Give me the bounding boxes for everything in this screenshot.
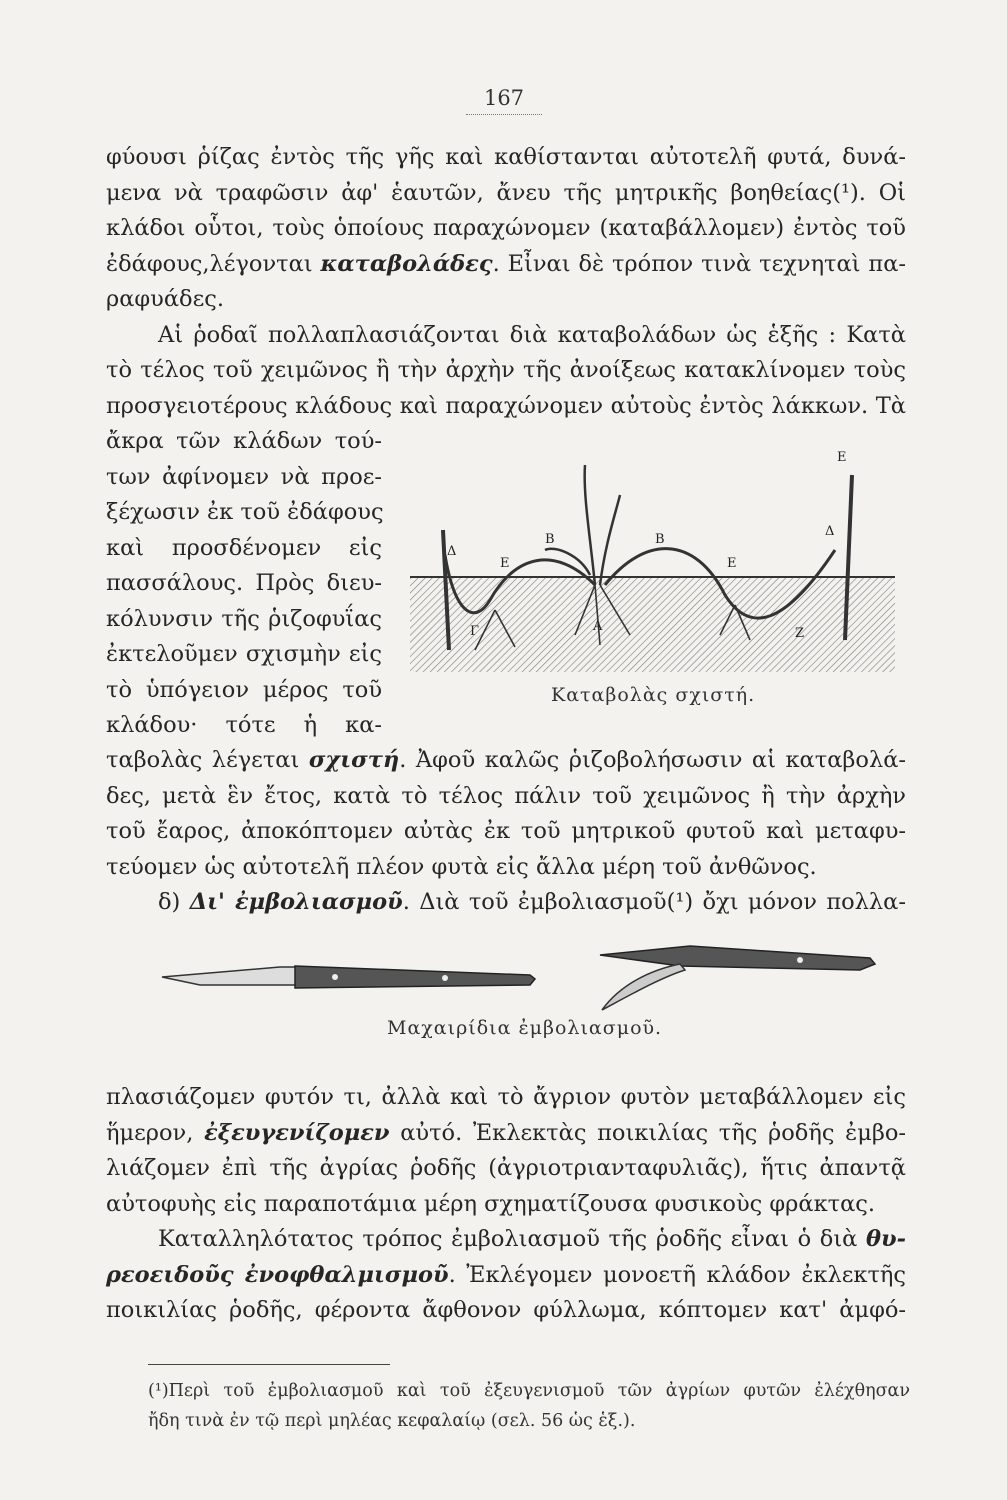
- text-line: κλάδοι οὗτοι, τοὺς ὁποίους παραχώνομεν (καταβάλλομεν) ἐντὸς τοῦ: [106, 215, 906, 241]
- fig-label-e-left: Ε: [500, 556, 510, 571]
- text-block-top: [106, 140, 906, 424]
- term-thyreoeidous: θυ-: [866, 1226, 906, 1252]
- central-shoot: [545, 465, 620, 585]
- figure-caption-knives: Μαχαιρίδια ἐμβολιασμοῦ.: [387, 1017, 663, 1039]
- layering-illustration: [405, 435, 905, 675]
- fig-label-e-top: Ε: [837, 450, 847, 465]
- text-line: κόλυνσιν τῆς ῥιζοφυΐας: [106, 605, 382, 632]
- term-katavolades: καταβολάδες: [320, 250, 493, 277]
- text-line: ταβολὰς λέγεται σχιστή. Ἀφοῦ καλῶς ῥιζοβολήσωσιν αἱ καταβολά-: [106, 747, 906, 773]
- page-number: 167: [466, 86, 542, 115]
- text-line: αὐτοφυὴς εἰς παραποτάμια μέρη σχηματίζουσα φυσικοὺς φράκτας.: [106, 1190, 876, 1217]
- footnote-line: ἤδη τινὰ ἐν τῷ περὶ μηλέας κεφαλαίῳ (σελ. 56 ὡς ἑξ.).: [148, 1411, 636, 1431]
- fig-label-a: Α: [593, 619, 603, 634]
- text-line: ἐκτελοῦμεν σχισμὴν εἰς: [106, 641, 382, 667]
- text-line: δες, μετὰ ἓν ἔτος, κατὰ τὸ τέλος πάλιν τοῦ χειμῶνος ἢ τὴν ἀρχὴν: [106, 782, 906, 809]
- fig-label-d-right: Δ: [825, 524, 835, 539]
- text-line: πασσάλους. Πρὸς διευ-: [106, 570, 382, 596]
- term-enofthalmismou: ρεοειδοῦς ἐνοφθαλμισμοῦ: [106, 1261, 449, 1288]
- text-line: ραφυάδες.: [106, 286, 225, 312]
- text-line: πλασιάζομεν φυτόν τι, ἀλλὰ καὶ τὸ ἄγριον φυτὸν μεταβάλλομεν εἰς: [106, 1084, 906, 1110]
- section-d-heading-line: δ) Δι' ἐμβολιασμοῦ. Διὰ τοῦ ἐμβολιασμοῦ(¹) ὄχι μόνον πολλα-: [158, 889, 906, 915]
- text-line: ξέχωσιν ἐκ τοῦ ἐδάφους: [106, 499, 384, 525]
- text-line: προσγειοτέρους κλάδους καὶ παραχώνομεν αὐτοὺς ἐντὸς λάκκων. Τὰ: [106, 392, 906, 419]
- text-line: μενα νὰ τραφῶσιν ἀφ' ἑαυτῶν, ἄνευ τῆς μητρικῆς βοηθείας(¹). Οἱ: [106, 179, 906, 206]
- fig-label-g: Γ: [470, 624, 480, 639]
- fig-label-d-left: Δ: [447, 544, 457, 559]
- fig-label-e-right: Ε: [727, 556, 737, 571]
- text-line: καὶ προσδένομεν εἰς: [106, 534, 382, 561]
- footnote-rule: [148, 1364, 390, 1365]
- text-line: των ἀφίνομεν νὰ προε-: [106, 463, 382, 490]
- term-exevgenizomen: ἐξευγενίζομεν: [204, 1119, 390, 1146]
- fig-label-b-right: Β: [655, 532, 665, 547]
- figure-caption-layering: Καταβολὰς σχιστή.: [551, 684, 756, 706]
- footnote: [148, 1376, 910, 1436]
- text-line: κλάδου· τότε ἡ κα-: [106, 712, 382, 738]
- text-line: Αἱ ῥοδαῖ πολλαπλασιάζονται διὰ καταβολάδων ὡς ἑξῆς : Κατὰ: [158, 321, 906, 348]
- grafting-knife-closed: [160, 955, 540, 1005]
- text-line: Καταλληλότατος τρόπος ἐμβολιασμοῦ τῆς ῥοδῆς εἶναι ὁ διὰ θυ-: [158, 1226, 906, 1252]
- text-block-narrow: [106, 424, 382, 744]
- footnote-line: (¹)Περὶ τοῦ ἐμβολιασμοῦ καὶ τοῦ ἐξευγενισμοῦ τῶν ἀγρίων φυτῶν ἐλέχθησαν: [148, 1381, 910, 1401]
- term-emvoliasmou: Δι' ἐμβολιασμοῦ: [189, 889, 403, 915]
- grafting-knife-open: [590, 940, 880, 1015]
- soil-hatching: [410, 577, 895, 672]
- text-line: τὸ ὑπόγειον μέρος τοῦ: [106, 676, 382, 703]
- fig-label-z: Ζ: [795, 626, 805, 641]
- term-schisti: σχιστή: [308, 747, 400, 773]
- text-line: φύουσι ῥίζας ἐντὸς τῆς γῆς καὶ καθίστανται αὐτοτελῆ φυτά, δυνά-: [106, 144, 906, 170]
- text-line: ποικιλίας ῥοδῆς, φέροντα ἄφθονον φύλλωμα, κόπτομεν κατ' ἀμφό-: [106, 1297, 906, 1323]
- text-line: ἐδάφους,λέγονται καταβολάδες. Εἶναι δὲ τρόπον τινὰ τεχνηταὶ πα-: [106, 250, 906, 277]
- text-line: ἄκρα τῶν κλάδων τού-: [106, 428, 382, 454]
- fig-label-b-left: Β: [545, 532, 555, 547]
- text-line: λιάζομεν ἐπὶ τῆς ἀγρίας ῥοδῆς (ἀγριοτριανταφυλιᾶς), ἥτις ἀπαντᾷ: [106, 1155, 906, 1181]
- text-line: ρεοειδοῦς ἐνοφθαλμισμοῦ. Ἐκλέγομεν μονοετῆ κλάδον ἐκλεκτῆς: [106, 1261, 906, 1288]
- text-line: τεύομεν ὡς αὐτοτελῆ πλέον φυτὰ εἰς ἄλλα μέρη τοῦ ἀνθῶνος.: [106, 853, 817, 880]
- text-block-middle: [106, 743, 906, 921]
- text-line: τὸ τέλος τοῦ χειμῶνος ἢ τὴν ἀρχὴν τῆς ἀνοίξεως κατακλίνομεν τοὺς: [106, 357, 906, 383]
- text-line: ἥμερον, ἐξευγενίζομεν αὐτό. Ἐκλεκτὰς ποικιλίας τῆς ῥοδῆς ἐμβο-: [106, 1119, 906, 1146]
- text-block-bottom: [106, 1080, 906, 1329]
- text-line: τοῦ ἔαρος, ἀποκόπτομεν αὐτὰς ἐκ τοῦ μητρικοῦ φυτοῦ καὶ μεταφυ-: [106, 818, 906, 844]
